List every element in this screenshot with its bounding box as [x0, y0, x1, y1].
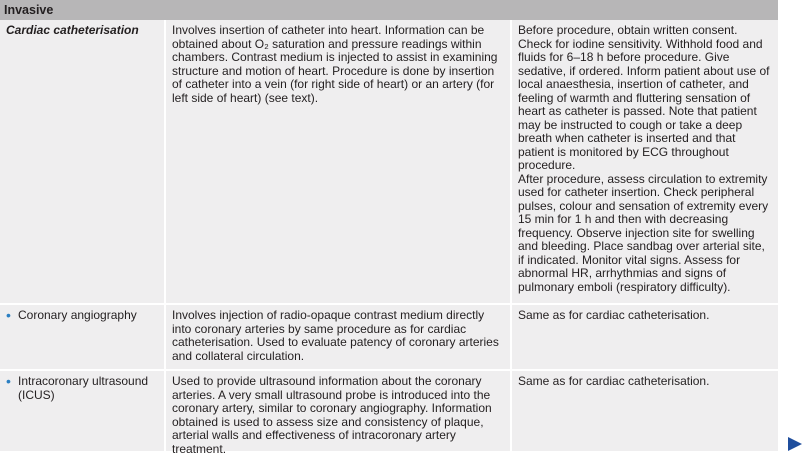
procedure-name: Coronary angiography: [18, 308, 137, 322]
next-page-arrow-icon[interactable]: [788, 437, 802, 451]
procedure-description: Involves insertion of catheter into heart. Information can be obtained about O₂ saturation and pressure readings within chambers. Contrast medium is injected to assist in examining structure and motion of heart. Procedure is done by insertion of catheter into a vein (for right side of heart) or an artery (for left side of heart) (see text).: [164, 20, 510, 303]
table-row: [0, 20, 778, 305]
procedure-name: Intracoronary ultrasound (ICUS): [18, 374, 149, 402]
table-row: [0, 305, 778, 371]
bullet-icon: •: [6, 307, 11, 323]
care-before-text: Before procedure, obtain written consent. Check for iodine sensitivity. Withhold food and fluids for 6–18 h before procedure. Give sedative, if ordered. Inform patient about use of local anaesthesia, insertion of catheter, and feeling of warmth and fluttering sensation of heart as catheter is passed. Note that patient may be instructed to cough or take a deep breath when catheter is inserted and that patient is monitored by ECG throughout procedure.: [518, 23, 770, 172]
care-after-text: After procedure, assess circulation to extremity used for catheter insertion. Check peripheral pulses, colour and sensation of extremity every 15 min for 1 h and then with decreasing frequency. Observe injection site for swelling and bleeding. Place sandbag over arterial site, if indicated. Monitor vital signs. Assess for abnormal HR, arrhythmias and signs of pulmonary emboli (respiratory difficulty).: [518, 171, 769, 294]
procedure-name-cell: [0, 371, 164, 451]
table-row: [0, 371, 778, 456]
procedure-description: Involves injection of radio-opaque contrast medium directly into coronary arteries by same procedure as for cardiac catheterisation. Used to evaluate patency of coronary arteries and collateral circulation.: [164, 305, 510, 369]
nursing-care-text: Same as for cardiac catheterisation.: [510, 371, 778, 451]
nursing-care-cell: [510, 20, 778, 303]
procedure-name-cell: [0, 20, 164, 303]
nursing-care-text: Same as for cardiac catheterisation.: [510, 305, 778, 369]
procedure-name: Cardiac catheterisation: [6, 23, 139, 37]
section-header: Invasive: [0, 0, 778, 20]
procedure-description: Used to provide ultrasound information about the coronary arteries. A very small ultrasound probe is introduced into the coronary artery, similar to coronary angiography. Information obtained is used to assess size and consistency of plaque, arterial walls and effectiveness of intracoronary artery treatment.: [164, 371, 510, 451]
bullet-icon: •: [6, 373, 11, 389]
procedure-name-cell: [0, 305, 164, 369]
